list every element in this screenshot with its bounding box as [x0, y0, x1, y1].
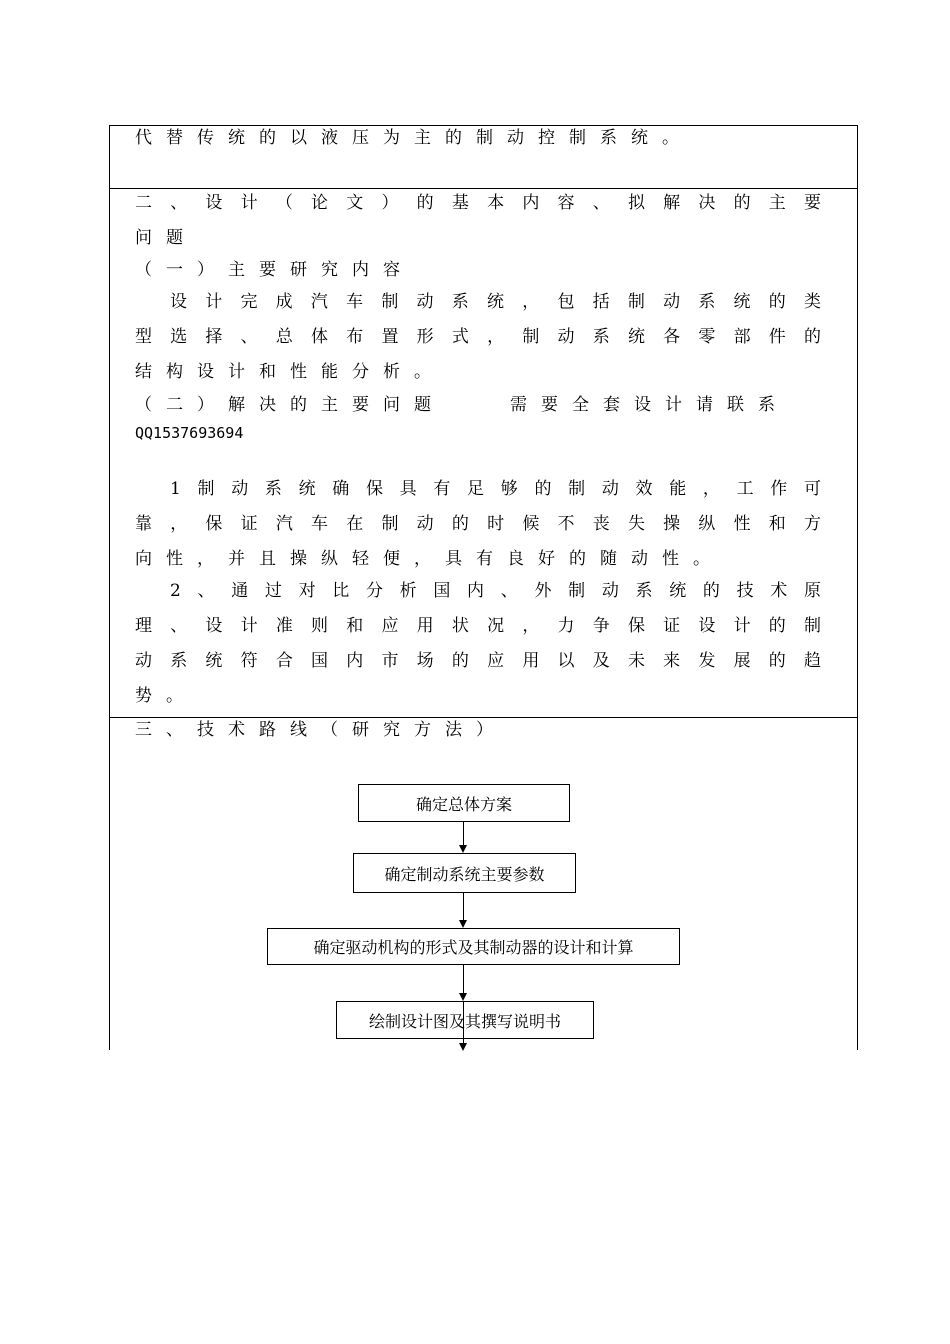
flow-step-main-parameters: [353, 853, 576, 893]
flow-step-label: 确定制动系统主要参数: [384, 864, 545, 884]
table-right-border: [857, 125, 858, 1050]
paragraph1-line2: 型选择、总体布置形式，制动系统各零部件的: [135, 327, 835, 347]
flow-connector: [463, 893, 464, 920]
flow-arrow: [459, 920, 467, 928]
item1-line3: 向性，并且操纵轻便，具有良好的随动性。: [135, 549, 724, 569]
flow-connector: [463, 822, 464, 845]
flow-step-label: 确定驱动机构的形式及其制动器的设计和计算: [313, 938, 634, 957]
subheading-main-problems: （二）解决的主要问题: [135, 395, 445, 415]
section3-heading: 三、技术路线（研究方法）: [135, 720, 507, 740]
paragraph1-line3: 结构设计和性能分析。: [135, 362, 445, 382]
section2-heading-line1: 二、设计（论文）的基本内容、拟解决的主要: [135, 193, 835, 213]
contact-note: 需要全套设计请联系: [510, 395, 789, 415]
flow-arrow: [459, 1043, 467, 1051]
flow-step-overall-plan: [358, 784, 570, 822]
table-top-border: [109, 125, 858, 126]
section1-tail-line: 代替传统的以液压为主的制动控制系统。: [135, 128, 693, 148]
item2-line2: 理、设计准则和应用状况，力争保证设计的制: [135, 616, 835, 636]
paragraph1-line1: 设计完成汽车制动系统，包括制动系统的类: [170, 292, 835, 312]
section2-heading-line2: 问题: [135, 228, 197, 248]
flow-step-label: 绘制设计图及其撰写说明书: [368, 1011, 561, 1031]
flow-connector: [463, 1001, 464, 1044]
item1-line2: 靠，保证汽车在制动的时候不丧失操纵性和方: [135, 514, 835, 534]
flow-arrow: [459, 993, 467, 1001]
flow-connector: [463, 965, 464, 993]
table-left-border: [109, 125, 110, 1050]
subheading-main-content: （一）主要研究内容: [135, 260, 414, 280]
flow-arrow: [459, 845, 467, 853]
item2-line1: 2、通过对比分析国内、外制动系统的技术原: [170, 581, 835, 601]
row-divider-1: [109, 188, 858, 189]
item1-line1: 1制动系统确保具有足够的制动效能，工作可: [170, 479, 835, 499]
flow-step-drawings-manual: [336, 1001, 594, 1039]
flow-step-label: 确定总体方案: [415, 794, 512, 814]
item2-line4: 势。: [135, 686, 197, 706]
contact-qq: QQ1537693694: [135, 424, 244, 442]
row-divider-2: [109, 717, 858, 718]
item2-line3: 动系统符合国内市场的应用以及未来发展的趋: [135, 651, 835, 671]
flow-step-drive-mechanism: [267, 928, 680, 965]
